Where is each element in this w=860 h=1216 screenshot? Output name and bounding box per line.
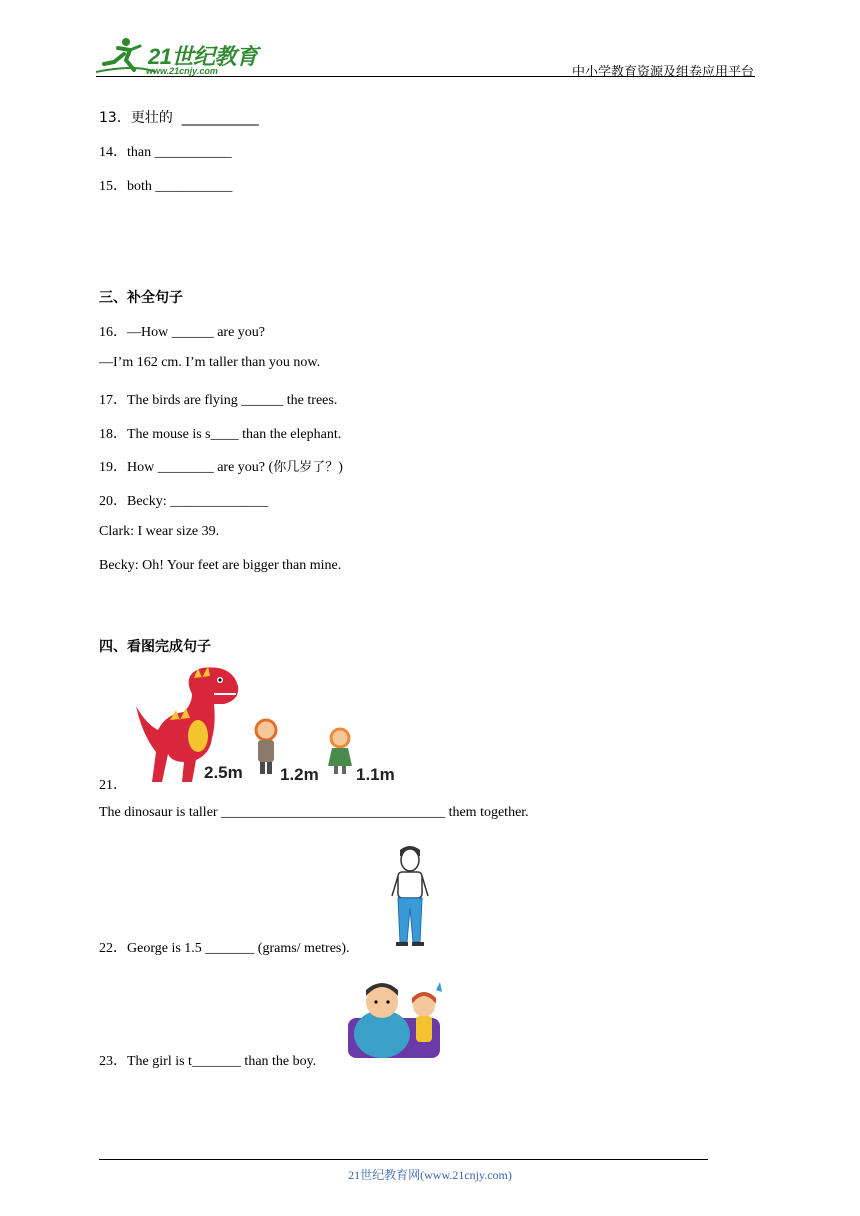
footer-divider bbox=[99, 1159, 708, 1160]
question-16b: —I’m 162 cm. I’m taller than you now. bbox=[99, 355, 321, 370]
sofa-boy-girl-icon bbox=[348, 982, 442, 1058]
header-platform-text: 中小学教育资源及组卷应用平台 bbox=[571, 65, 754, 80]
logo-url: www.21cnjy.com bbox=[146, 66, 218, 76]
question-14: 14．than ___________ bbox=[99, 145, 232, 160]
boy-icon bbox=[256, 720, 276, 774]
question-20b: Clark: I wear size 39. bbox=[99, 524, 220, 539]
question-16a: 16．—How ______ are you? bbox=[99, 325, 266, 340]
boy-height-label: 1.2m bbox=[280, 765, 319, 784]
logo-text: 21世纪教育 bbox=[148, 44, 258, 69]
question-21-text: The dinosaur is taller ________________________________ them together. bbox=[99, 805, 529, 820]
question-20a: 20．Becky: ______________ bbox=[99, 494, 269, 509]
question-19-zh: 你几岁了？ bbox=[273, 460, 339, 475]
section-4-title: 四、看图完成句子 bbox=[99, 639, 211, 655]
question-13: 13．更壮的 ___________ bbox=[99, 110, 259, 126]
footer-text: 21世纪教育网(www.21cnjy.com) bbox=[348, 1168, 512, 1182]
dinosaur-kids-height-picture bbox=[132, 664, 404, 788]
question-19 bbox=[99, 456, 343, 476]
question-21-number: 21． bbox=[99, 778, 127, 793]
dinosaur-height-label: 2.5m bbox=[204, 763, 243, 782]
girl-height-label: 1.1m bbox=[356, 765, 395, 784]
section-3-title: 三、补全句子 bbox=[99, 290, 183, 306]
man-icon bbox=[392, 846, 428, 946]
question-18: 18．The mouse is s____ than the elephant. bbox=[99, 427, 342, 442]
question-22-text: 22．George is 1.5 _______ (grams/ metres). bbox=[99, 941, 350, 956]
header-divider bbox=[96, 76, 755, 77]
question-19-en: 19．How ________ are you? ( bbox=[99, 460, 274, 475]
question-23-text: 23．The girl is t_______ than the boy. bbox=[99, 1054, 317, 1069]
question-17: 17．The birds are flying ______ the trees. bbox=[99, 393, 338, 408]
question-19-end: ) bbox=[338, 460, 343, 475]
question-15: 15．both ___________ bbox=[99, 179, 233, 194]
george-standing-picture bbox=[386, 842, 434, 948]
boy-girl-sofa-picture bbox=[344, 978, 444, 1064]
question-20c: Becky: Oh! Your feet are bigger than mine. bbox=[99, 558, 342, 573]
girl-icon bbox=[328, 729, 352, 774]
